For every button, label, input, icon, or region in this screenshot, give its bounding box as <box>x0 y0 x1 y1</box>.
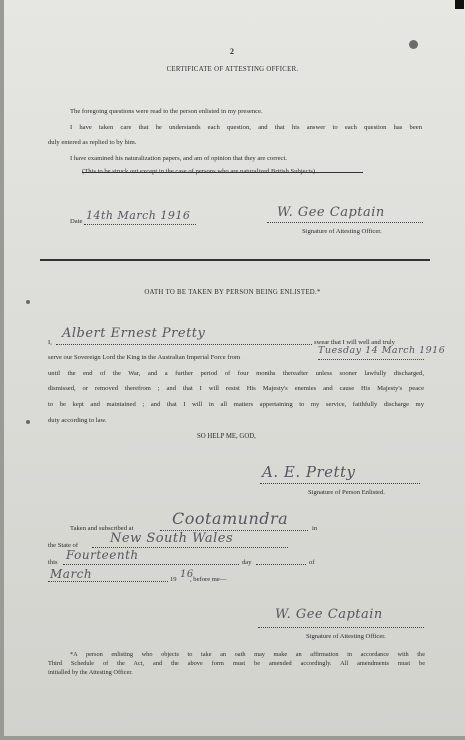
signature-label: Signature of Attesting Officer. <box>302 228 382 235</box>
from-date: Tuesday 14 March 1916 <box>318 345 446 356</box>
day-value: Fourteenth <box>66 548 139 562</box>
day-line-2 <box>256 564 306 565</box>
punch-hole <box>409 40 418 49</box>
officer-signature-line <box>258 627 424 628</box>
oath-line5: to be kept and maintained ; and that I will in all matters appertaining to my service, faithfully discharge my <box>48 401 424 408</box>
officer-signature: W. Gee Captain <box>275 607 383 622</box>
footnote-line3: initialled by the Attesting Officer. <box>48 669 133 676</box>
of-label: of <box>309 559 315 566</box>
month-line <box>48 581 168 582</box>
section-divider <box>40 259 430 261</box>
enlisted-signature: A. E. Pretty <box>262 463 356 481</box>
certificate-para1: The foregoing questions were read to the person enlisted in my presence. <box>70 108 263 115</box>
certificate-para2-line2: duly entered as replied to by him. <box>48 139 137 146</box>
oath-line3: until the end of the War, and a further period of four months thereafter unless sooner lawfully discharged, <box>48 370 424 377</box>
attesting-signature: W. Gee Captain <box>277 205 385 220</box>
in-label: in <box>312 525 318 532</box>
punch-hole <box>26 300 30 304</box>
oath-title: OATH TO BE TAKEN BY PERSON BEING ENLISTED.* <box>144 289 321 296</box>
officer-signature-label: Signature of Attesting Officer. <box>306 633 386 640</box>
bottom-edge <box>0 736 465 740</box>
enlistee-name: Albert Ernest Pretty <box>62 326 206 341</box>
year-prefix: 19 <box>170 576 177 583</box>
place-value: Cootamundra <box>172 509 289 528</box>
signature-line <box>267 222 423 223</box>
state-value: New South Wales <box>110 531 234 546</box>
date-value: 14th March 1916 <box>86 209 191 222</box>
this-label: this <box>48 559 58 566</box>
day-label: day <box>242 559 252 566</box>
footnote-line1: *A person enlisting who objects to take an oath may make an affirmation in accordance with the <box>70 651 425 658</box>
page-number: 2 <box>230 47 234 56</box>
oath-closing: SO HELP ME, GOD, <box>197 433 256 440</box>
certificate-para2-line1: I have taken care that he understands each question, and that his answer to each question has been <box>70 124 422 131</box>
certificate-title: CERTIFICATE OF ATTESTING OFFICER. <box>166 66 299 73</box>
punch-hole <box>26 420 30 424</box>
from-line <box>318 359 424 360</box>
taken-label: Taken and subscribed at <box>70 525 134 532</box>
date-line <box>84 224 196 225</box>
enlisted-signature-line <box>260 483 420 484</box>
name-line <box>56 344 312 345</box>
enlisted-signature-label: Signature of Person Enlisted. <box>308 489 385 496</box>
state-label: the State of <box>48 542 79 549</box>
year-value: 16 <box>180 569 194 580</box>
certificate-para3: I have examined his naturalization papers, and am of opinion that they are correct. <box>70 155 287 162</box>
oath-i-label: I, <box>48 339 52 346</box>
day-line <box>63 564 239 565</box>
strike-line <box>82 172 363 173</box>
before-label: , before me— <box>190 576 227 583</box>
month-value: March <box>50 567 93 581</box>
oath-line1: swear that I will well and truly <box>314 339 395 346</box>
left-edge <box>0 0 4 740</box>
oath-line4: dismissed, or removed therefrom ; and that I will resist His Majesty's enemies and cause His Majesty's peace <box>48 385 424 392</box>
date-label: Date <box>70 218 83 225</box>
footnote-line2: Third Schedule of the Act, and the above form must be amended accordingly. All amendments must be <box>48 660 425 667</box>
oath-line6: duty according to law. <box>48 417 107 424</box>
corner-mark <box>455 0 464 9</box>
oath-line2: serve our Sovereign Lord the King in the Australian Imperial Force from <box>48 354 241 361</box>
